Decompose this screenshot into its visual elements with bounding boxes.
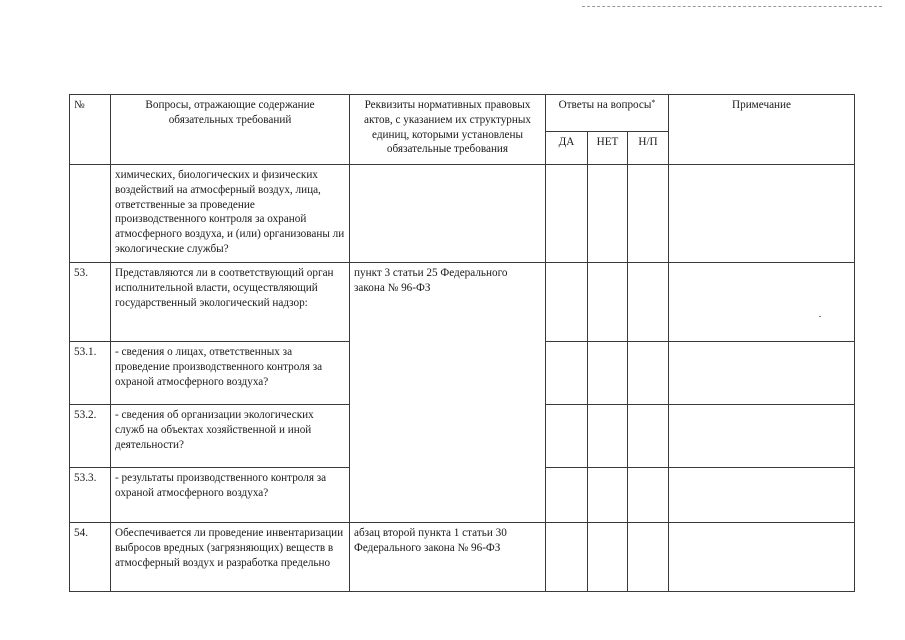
answer-no-cell[interactable] <box>588 468 628 523</box>
answer-yes-cell[interactable] <box>546 468 588 523</box>
answer-na-cell[interactable] <box>628 263 669 342</box>
note-cell[interactable] <box>669 342 855 405</box>
row-number: 53.3. <box>70 468 111 523</box>
row-requisites: абзац второй пункта 1 статьи 30 Федерального закона № 96-ФЗ <box>350 523 546 592</box>
row-number: 53.2. <box>70 405 111 468</box>
row-number: 53. <box>70 263 111 342</box>
table-row <box>70 523 855 592</box>
row-requisites <box>350 165 546 263</box>
answer-na-cell[interactable] <box>628 165 669 263</box>
row-question: - результаты производственного контроля за охраной атмосферного воздуха? <box>111 468 350 523</box>
header-answers-footnote-mark: * <box>651 98 656 107</box>
header-yes: ДА <box>546 132 588 165</box>
note-cell[interactable] <box>669 405 855 468</box>
answer-no-cell[interactable] <box>588 165 628 263</box>
header-na: Н/П <box>628 132 669 165</box>
note-cell[interactable] <box>669 523 855 592</box>
answer-yes-cell[interactable] <box>546 165 588 263</box>
answer-na-cell[interactable] <box>628 342 669 405</box>
row-question: Представляются ли в соответствующий орган исполнительной власти, осуществляющий государственный экологический надзор: <box>111 263 350 342</box>
row-question: химических, биологических и физических воздействий на атмосферный воздух, лица, ответственные за проведение производственного контроля за охраной атмосферного воздуха, и (или) организованы ли экологические службы? <box>111 165 350 263</box>
header-answers-label: Ответы на вопросы <box>558 99 652 111</box>
note-cell[interactable] <box>669 165 855 263</box>
answer-no-cell[interactable] <box>588 405 628 468</box>
row-number <box>70 165 111 263</box>
row-question: - сведения о лицах, ответственных за проведение производственного контроля за охраной атмосферного воздуха? <box>111 342 350 405</box>
row-question: Обеспечивается ли проведение инвентаризации выбросов вредных (загрязняющих) веществ в атмосферный воздух и разработка предельно <box>111 523 350 592</box>
answer-yes-cell[interactable] <box>546 405 588 468</box>
answer-na-cell[interactable] <box>628 405 669 468</box>
note-cell[interactable] <box>669 468 855 523</box>
row-question: - сведения об организации экологических служб на объектах хозяйственной и иной деятельности? <box>111 405 350 468</box>
row-requisites: пункт 3 статьи 25 Федерального закона № 96-ФЗ <box>350 263 546 523</box>
answer-no-cell[interactable] <box>588 263 628 342</box>
table-row <box>70 263 855 342</box>
table-row <box>70 165 855 263</box>
answer-na-cell[interactable] <box>628 468 669 523</box>
header-answers <box>546 95 669 132</box>
answer-yes-cell[interactable] <box>546 342 588 405</box>
header-note: Примечание <box>669 95 855 165</box>
table-header-row <box>70 95 855 132</box>
header-questions: Вопросы, отражающие содержание обязательных требований <box>111 95 350 165</box>
note-cell[interactable] <box>669 263 855 342</box>
header-no: НЕТ <box>588 132 628 165</box>
row-number: 54. <box>70 523 111 592</box>
checklist-table <box>69 94 855 592</box>
answer-yes-cell[interactable] <box>546 263 588 342</box>
top-edge-line <box>582 6 882 7</box>
row-number: 53.1. <box>70 342 111 405</box>
answer-no-cell[interactable] <box>588 523 628 592</box>
answer-yes-cell[interactable] <box>546 523 588 592</box>
answer-no-cell[interactable] <box>588 342 628 405</box>
header-number: № <box>70 95 111 165</box>
header-requisites: Реквизиты нормативных правовых актов, с указанием их структурных единиц, которыми установлены обязательные требования <box>350 95 546 165</box>
answer-na-cell[interactable] <box>628 523 669 592</box>
